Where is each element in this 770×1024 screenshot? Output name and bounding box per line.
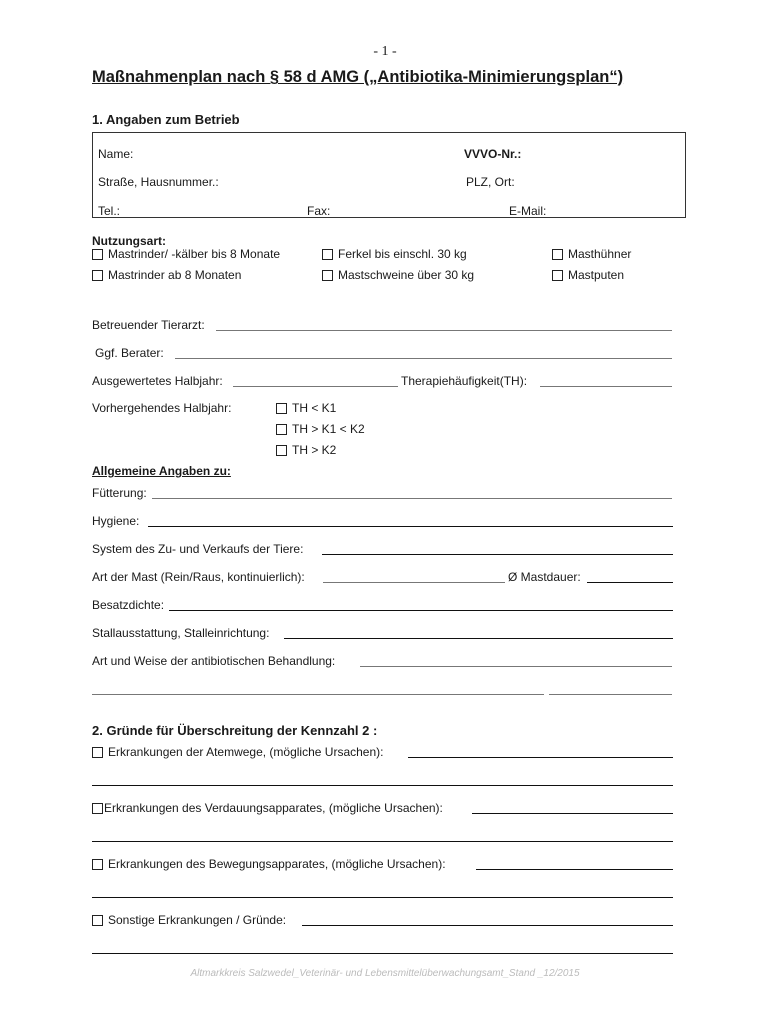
checkbox[interactable] xyxy=(92,915,103,926)
option-label: Ferkel bis einschl. 30 kg xyxy=(338,247,467,261)
option-mastputen[interactable] xyxy=(552,268,624,282)
behandlung-field[interactable] xyxy=(360,666,672,667)
nutzungsart-label: Nutzungsart: xyxy=(92,234,166,248)
name-label: Name: xyxy=(98,147,134,161)
option-label: Mastrinder ab 8 Monaten xyxy=(108,268,242,282)
sonstige-field[interactable] xyxy=(302,925,673,926)
option-masthuehner[interactable] xyxy=(552,247,631,261)
option-label: Sonstige Erkrankungen / Gründe: xyxy=(108,913,287,927)
option-label: Erkrankungen der Atemwege, (mögliche Ursachen): xyxy=(108,745,384,759)
behandlung-field-2a[interactable] xyxy=(92,694,544,695)
option-label: TH > K1 < K2 xyxy=(292,422,365,436)
system-label: System des Zu- und Verkaufs der Tiere: xyxy=(92,542,304,556)
option-mastrinder-bis-8[interactable] xyxy=(92,247,280,261)
fuetterung-label: Fütterung: xyxy=(92,486,147,500)
therapie-field[interactable] xyxy=(540,386,672,387)
berater-field[interactable] xyxy=(175,358,672,359)
grund-bewegung[interactable] xyxy=(92,857,446,871)
vvvo-label: VVVO-Nr.: xyxy=(464,147,522,161)
halbjahr-field[interactable] xyxy=(233,386,398,387)
system-field[interactable] xyxy=(322,554,673,555)
behandlung-label: Art und Weise der antibiotischen Behandlung: xyxy=(92,654,336,668)
checkbox[interactable] xyxy=(276,424,287,435)
footer: Altmarkkreis Salzwedel_Veterinär- und Lebensmittelüberwachungsamt_Stand _12/2015 xyxy=(190,968,580,979)
tierarzt-field[interactable] xyxy=(216,330,672,331)
grund-atemwege[interactable] xyxy=(92,745,383,759)
bewegung-field[interactable] xyxy=(476,869,673,870)
checkbox[interactable] xyxy=(276,445,287,456)
mast-field[interactable] xyxy=(323,582,505,583)
option-mastschweine[interactable] xyxy=(322,268,474,282)
bewegung-field-2[interactable] xyxy=(92,897,673,898)
fax-label: Fax: xyxy=(307,204,331,218)
mastdauer-label: Ø Mastdauer: xyxy=(508,570,581,584)
verdauung-field[interactable] xyxy=(472,813,673,814)
option-label: Erkrankungen des Verdauungsapparates, (mögliche Ursachen): xyxy=(104,801,443,815)
option-ferkel[interactable] xyxy=(322,247,467,261)
stall-label: Stallausstattung, Stalleinrichtung: xyxy=(92,626,270,640)
stall-field[interactable] xyxy=(284,638,673,639)
checkbox[interactable] xyxy=(92,803,103,814)
checkbox[interactable] xyxy=(276,403,287,414)
section-2-heading: 2. Gründe für Überschreitung der Kennzahl 2 : xyxy=(92,723,378,738)
checkbox[interactable] xyxy=(322,249,333,260)
checkbox[interactable] xyxy=(552,270,563,281)
vorhergehend-label: Vorhergehendes Halbjahr: xyxy=(92,401,232,415)
section-1-heading: 1. Angaben zum Betrieb xyxy=(92,112,240,127)
besatz-field[interactable] xyxy=(169,610,673,611)
berater-label: Ggf. Berater: xyxy=(95,346,164,360)
plz-label: PLZ, Ort: xyxy=(466,175,515,189)
grund-sonstige[interactable] xyxy=(92,913,286,927)
option-label: TH > K2 xyxy=(292,443,337,457)
halbjahr-label: Ausgewertetes Halbjahr: xyxy=(92,374,223,388)
fuetterung-field[interactable] xyxy=(152,498,672,499)
page-title: Maßnahmenplan nach § 58 d AMG („Antibiotika-Minimierungsplan“) xyxy=(92,68,624,86)
verdauung-field-2[interactable] xyxy=(92,841,673,842)
email-label: E-Mail: xyxy=(509,204,547,218)
behandlung-field-2b[interactable] xyxy=(549,694,672,695)
tierarzt-label: Betreuender Tierarzt: xyxy=(92,318,205,332)
option-label: Erkrankungen des Bewegungsapparates, (mögliche Ursachen): xyxy=(108,857,446,871)
street-label: Straße, Hausnummer.: xyxy=(98,175,219,189)
th-option-1[interactable] xyxy=(276,401,336,415)
option-mastrinder-ab-8[interactable] xyxy=(92,268,241,282)
mastdauer-field[interactable] xyxy=(587,582,673,583)
option-label: Mastschweine über 30 kg xyxy=(338,268,475,282)
checkbox[interactable] xyxy=(322,270,333,281)
checkbox[interactable] xyxy=(92,270,103,281)
tel-label: Tel.: xyxy=(98,204,121,218)
allgemein-heading: Allgemeine Angaben zu: xyxy=(92,464,231,478)
checkbox[interactable] xyxy=(92,747,103,758)
atemwege-field[interactable] xyxy=(408,757,673,758)
mast-label: Art der Mast (Rein/Raus, kontinuierlich): xyxy=(92,570,305,584)
checkbox[interactable] xyxy=(92,859,103,870)
therapie-label: Therapiehäufigkeit(TH): xyxy=(401,374,528,388)
option-label: Mastrinder/ -kälber bis 8 Monate xyxy=(108,247,281,261)
hygiene-field[interactable] xyxy=(148,526,673,527)
option-label: TH < K1 xyxy=(292,401,337,415)
checkbox[interactable] xyxy=(552,249,563,260)
option-label: Masthühner xyxy=(568,247,632,261)
th-option-2[interactable] xyxy=(276,422,365,436)
option-label: Mastputen xyxy=(568,268,625,282)
th-option-3[interactable] xyxy=(276,443,336,457)
hygiene-label: Hygiene: xyxy=(92,514,140,528)
checkbox[interactable] xyxy=(92,249,103,260)
besatz-label: Besatzdichte: xyxy=(92,598,165,612)
page-number: - 1 - xyxy=(373,44,397,59)
atemwege-field-2[interactable] xyxy=(92,785,673,786)
grund-verdauung[interactable] xyxy=(92,801,443,815)
sonstige-field-2[interactable] xyxy=(92,953,673,954)
